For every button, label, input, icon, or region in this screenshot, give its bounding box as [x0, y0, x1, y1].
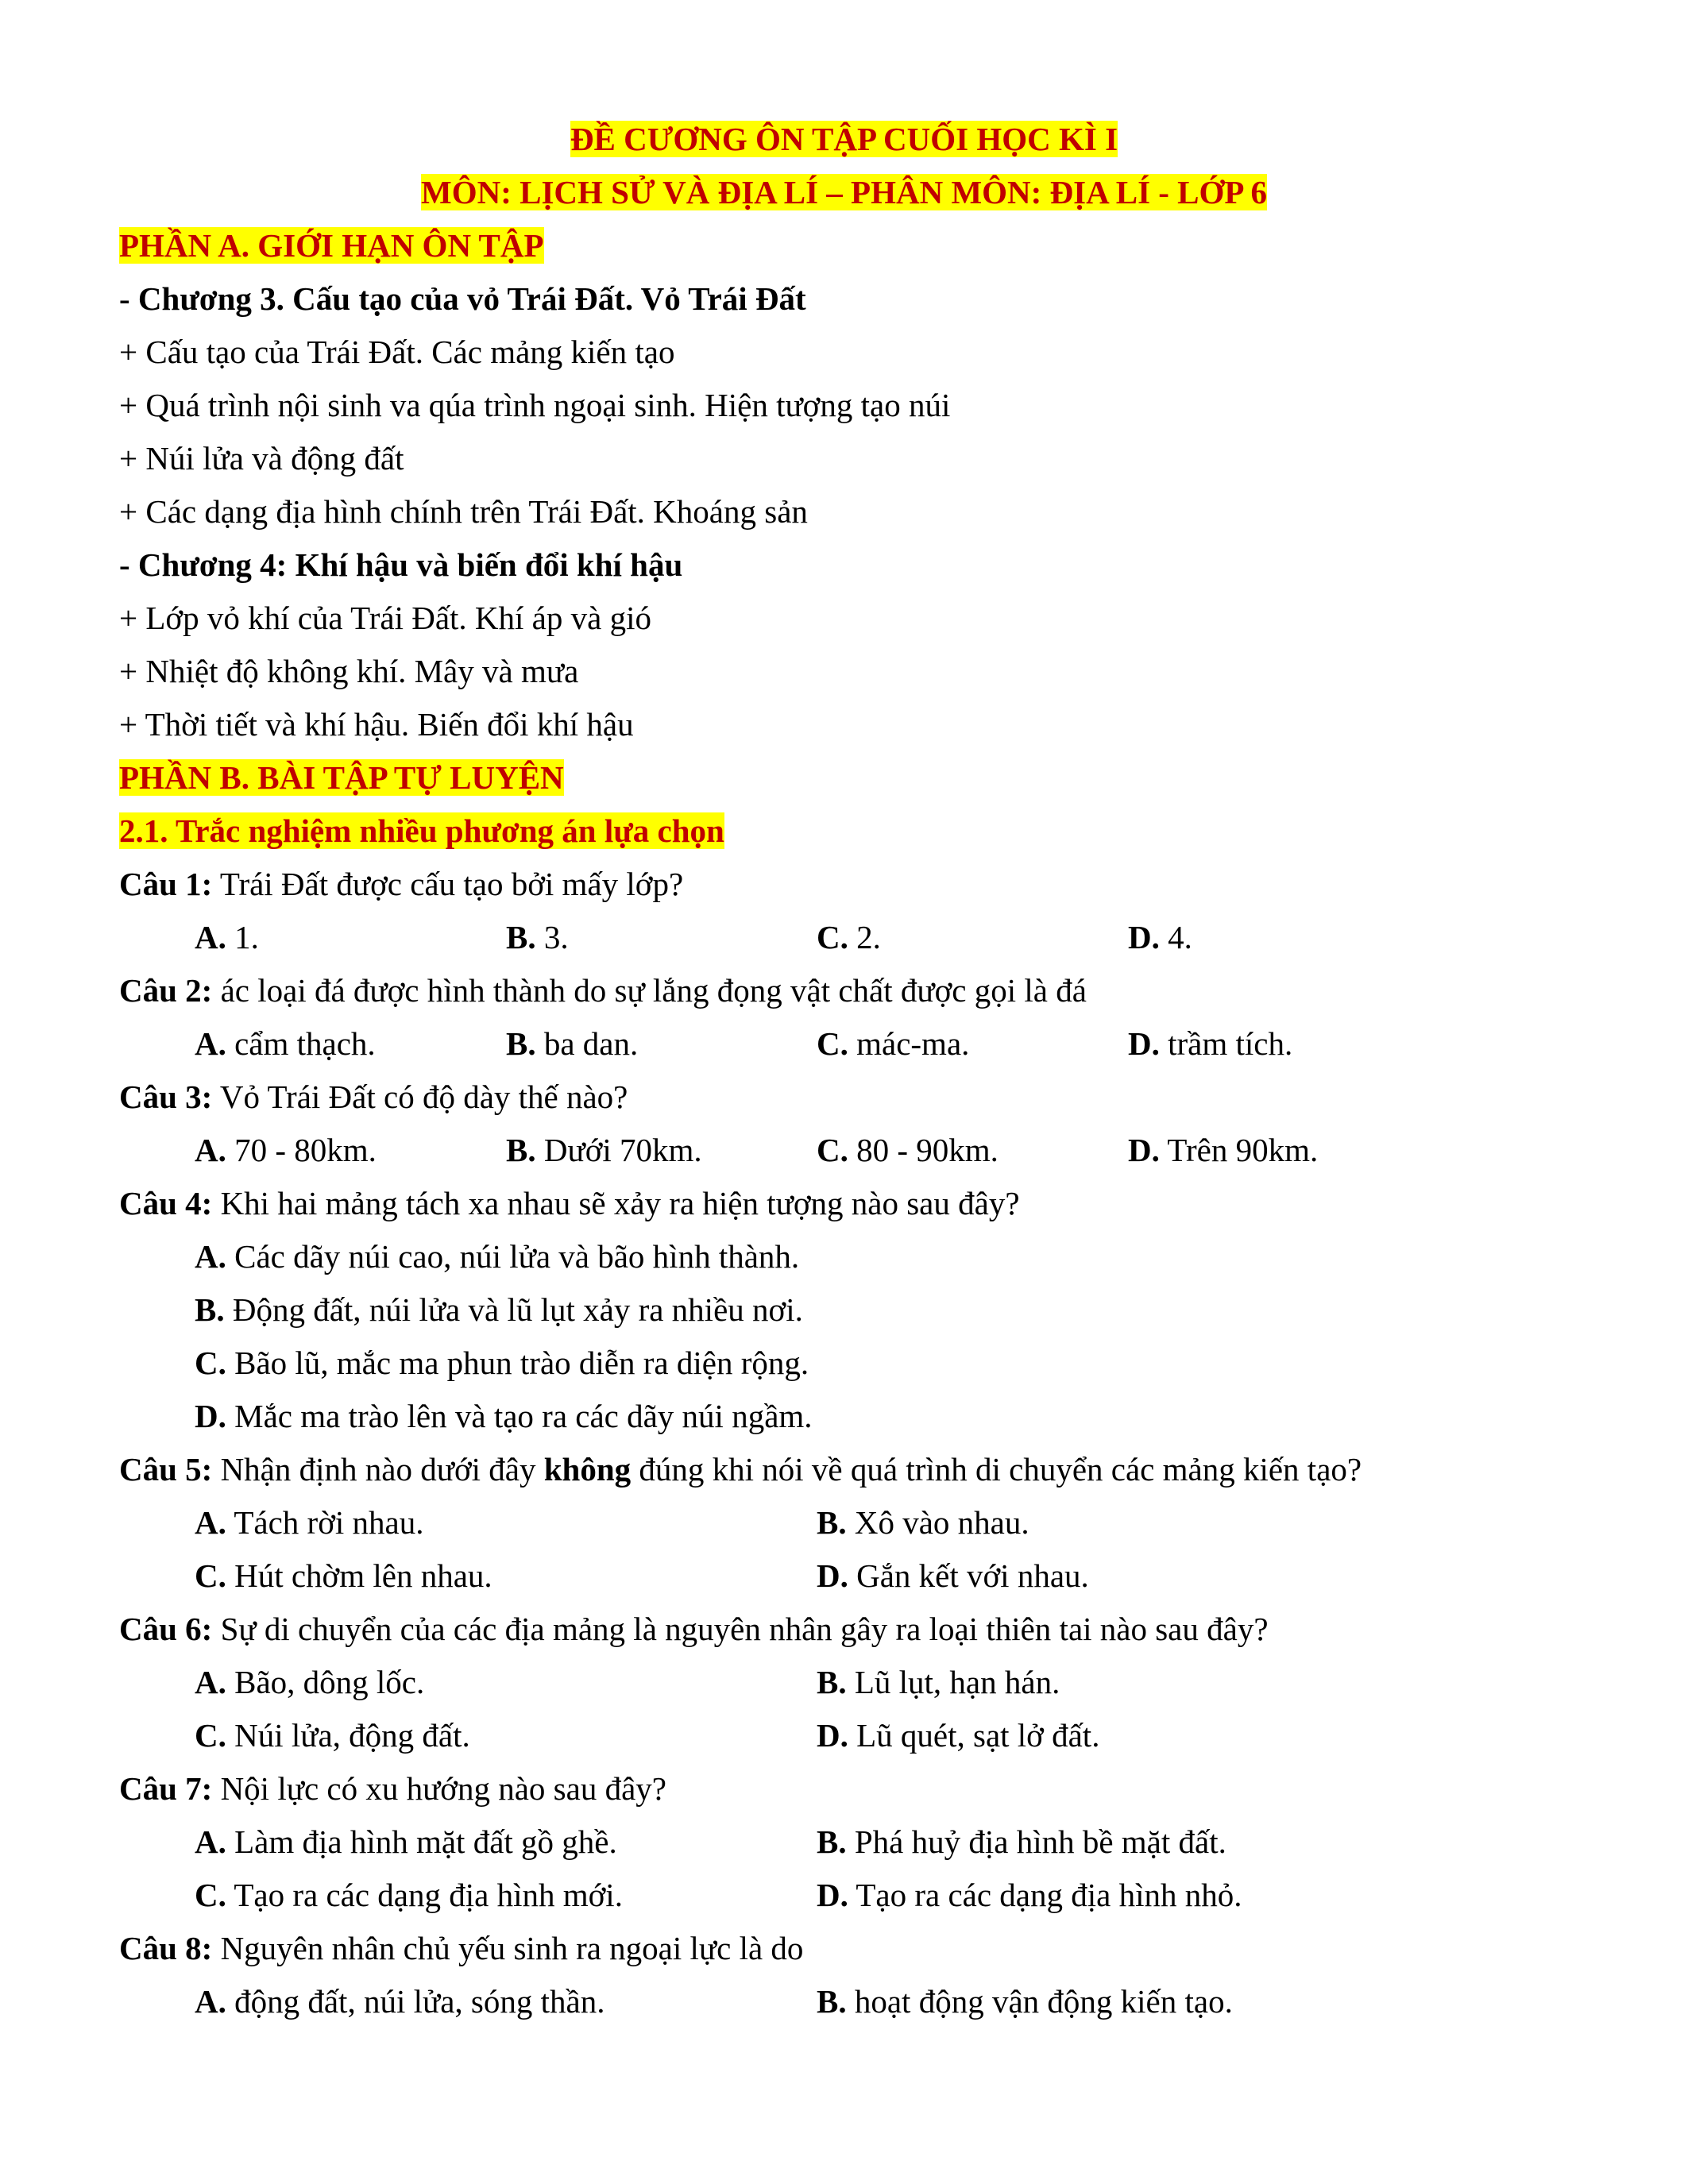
question-text: Khi hai mảng tách xa nhau sẽ xảy ra hiện tượng nào sau đây?	[212, 1185, 1020, 1221]
option-text: 3.	[535, 919, 569, 955]
chapter-4-item: + Nhiệt độ không khí. Mây và mưa	[119, 653, 579, 689]
option-key: B.	[817, 1983, 847, 2020]
section-2-1-heading	[119, 809, 724, 852]
part-a-heading-text: PHẦN A. GIỚI HẠN ÔN TẬP	[119, 227, 544, 264]
option-text: trầm tích.	[1159, 1025, 1293, 1062]
option-key: D.	[195, 1398, 226, 1434]
question-text: Nội lực có xu hướng nào sau đây?	[212, 1770, 666, 1807]
option-text: Bão lũ, mắc ma phun trào diễn ra diện rộng.	[226, 1345, 809, 1381]
option-text: 70 - 80km.	[226, 1132, 377, 1168]
option-key: A.	[195, 1983, 226, 2020]
option-key: A.	[195, 1504, 226, 1541]
option-c	[195, 1554, 492, 1597]
option-key: B.	[506, 1132, 536, 1168]
option-a	[195, 1661, 424, 1704]
option-text: Động đất, núi lửa và lũ lụt xảy ra nhiều nơi.	[224, 1291, 803, 1328]
option-key: C.	[195, 1877, 226, 1913]
subtitle-text: MÔN: LỊCH SỬ VÀ ĐỊA LÍ – PHÂN MÔN: ĐỊA LÍ - LỚP 6	[421, 174, 1267, 210]
option-b	[506, 1129, 702, 1171]
option-text: 80 - 90km.	[848, 1132, 999, 1168]
option-a	[195, 1501, 423, 1544]
option-key: D.	[1128, 1025, 1160, 1062]
document-subtitle	[0, 171, 1688, 214]
question-text: đúng khi nói về quá trình di chuyển các mảng kiến tạo?	[631, 1451, 1362, 1488]
option-a	[195, 1022, 376, 1065]
question-text: Trái Đất được cấu tạo bởi mấy lớp?	[212, 866, 684, 902]
question-text: Vỏ Trái Đất có độ dày thế nào?	[212, 1078, 628, 1115]
question-text: Sự di chuyển của các địa mảng là nguyên nhân gây ra loại thiên tai nào sau đây?	[212, 1611, 1269, 1647]
option-key: C.	[195, 1717, 226, 1754]
option-key: B.	[817, 1664, 847, 1700]
option-key: C.	[817, 919, 848, 955]
option-key: A.	[195, 1238, 226, 1275]
option-b	[817, 1501, 1029, 1544]
chapter-3-item: + Cấu tạo của Trái Đất. Các mảng kiến tạo	[119, 334, 675, 370]
option-c	[195, 1873, 623, 1916]
option-text: 2.	[848, 919, 881, 955]
question-1	[119, 862, 683, 905]
question-label: Câu 2:	[119, 972, 213, 1009]
question-label: Câu 1:	[119, 866, 213, 902]
title-text: ĐỀ CƯƠNG ÔN TẬP CUỐI HỌC KÌ I	[570, 121, 1118, 157]
option-d	[195, 1395, 813, 1437]
part-b-heading	[119, 756, 564, 799]
option-text: ba dan.	[535, 1025, 639, 1062]
option-text: Tách rời nhau.	[226, 1504, 424, 1541]
question-text: ác loại đá được hình thành do sự lắng đọng vật chất được gọi là đá	[212, 972, 1087, 1009]
option-b	[817, 1980, 1233, 2023]
question-label: Câu 4:	[119, 1185, 213, 1221]
option-d	[817, 1714, 1099, 1757]
option-b	[817, 1661, 1060, 1704]
option-b	[506, 916, 569, 959]
option-text: 4.	[1159, 919, 1192, 955]
option-a	[195, 1235, 799, 1278]
option-text: Trên 90km.	[1159, 1132, 1319, 1168]
chapter-4-item: + Thời tiết và khí hậu. Biến đổi khí hậu	[119, 706, 634, 743]
option-key: C.	[817, 1025, 848, 1062]
chapter-4-item: + Lớp vỏ khí của Trái Đất. Khí áp và gió	[119, 600, 651, 636]
chapter-4-heading: - Chương 4: Khí hậu và biến đổi khí hậu	[119, 546, 683, 583]
option-key: B.	[817, 1823, 847, 1860]
option-d	[817, 1873, 1242, 1916]
option-text: Phá huỷ địa hình bề mặt đất.	[846, 1823, 1226, 1860]
option-key: B.	[506, 1025, 536, 1062]
option-key: C.	[817, 1132, 848, 1168]
part-b-heading-text: PHẦN B. BÀI TẬP TỰ LUYỆN	[119, 759, 564, 796]
question-label: Câu 6:	[119, 1611, 213, 1647]
option-key: A.	[195, 1664, 226, 1700]
option-text: hoạt động vận động kiến tạo.	[846, 1983, 1233, 2020]
option-text: Gắn kết với nhau.	[848, 1557, 1089, 1594]
option-key: A.	[195, 1025, 226, 1062]
option-d	[1128, 1129, 1318, 1171]
option-key: D.	[817, 1717, 848, 1754]
option-key: A.	[195, 1132, 226, 1168]
option-key: A.	[195, 919, 226, 955]
chapter-3-heading: - Chương 3. Cấu tạo của vỏ Trái Đất. Vỏ Trái Đất	[119, 280, 806, 317]
question-text: Nhận định nào dưới đây	[212, 1451, 544, 1488]
option-key: D.	[817, 1877, 848, 1913]
option-a	[195, 916, 259, 959]
option-key: D.	[1128, 1132, 1160, 1168]
option-d	[1128, 1022, 1292, 1065]
option-text: Tạo ra các dạng địa hình nhỏ.	[848, 1877, 1242, 1913]
option-text: Làm địa hình mặt đất gồ ghề.	[226, 1823, 617, 1860]
option-c	[817, 916, 881, 959]
part-a-heading	[119, 224, 544, 267]
document-title	[0, 118, 1688, 160]
question-label: Câu 8:	[119, 1930, 213, 1966]
question-6	[119, 1607, 1269, 1650]
option-d	[1128, 916, 1192, 959]
option-key: C.	[195, 1345, 226, 1381]
question-label: Câu 7:	[119, 1770, 213, 1807]
option-key: B.	[195, 1291, 225, 1328]
option-a	[195, 1980, 605, 2023]
chapter-3-item: + Núi lửa và động đất	[119, 440, 404, 477]
option-a	[195, 1129, 377, 1171]
question-2	[119, 969, 1087, 1012]
option-text: cẩm thạch.	[226, 1025, 376, 1062]
option-text: Tạo ra các dạng địa hình mới.	[226, 1877, 623, 1913]
option-key: B.	[817, 1504, 847, 1541]
question-7	[119, 1767, 666, 1810]
option-text: mác-ma.	[848, 1025, 970, 1062]
option-text: Bão, dông lốc.	[226, 1664, 425, 1700]
option-text: Dưới 70km.	[535, 1132, 702, 1168]
option-key: D.	[1128, 919, 1160, 955]
option-a	[195, 1820, 617, 1863]
question-3	[119, 1075, 628, 1118]
question-label: Câu 5:	[119, 1451, 213, 1488]
question-text: Nguyên nhân chủ yếu sinh ra ngoại lực là do	[212, 1930, 804, 1966]
question-5	[119, 1448, 1362, 1491]
option-key: D.	[817, 1557, 848, 1594]
chapter-3-item: + Các dạng địa hình chính trên Trái Đất. Khoáng sản	[119, 493, 808, 530]
option-text: Lũ lụt, hạn hán.	[846, 1664, 1060, 1700]
option-text: 1.	[226, 919, 259, 955]
option-text: động đất, núi lửa, sóng thần.	[226, 1983, 605, 2020]
option-text: Lũ quét, sạt lở đất.	[848, 1717, 1100, 1754]
option-text: Các dãy núi cao, núi lửa và bão hình thành.	[226, 1238, 800, 1275]
question-8	[119, 1927, 803, 1970]
option-c	[817, 1129, 999, 1171]
option-c	[195, 1714, 470, 1757]
option-key: B.	[506, 919, 536, 955]
option-text: Hút chờm lên nhau.	[226, 1557, 492, 1594]
question-label: Câu 3:	[119, 1078, 213, 1115]
option-text: Núi lửa, động đất.	[226, 1717, 470, 1754]
option-text: Mắc ma trào lên và tạo ra các dãy núi ngầm.	[226, 1398, 813, 1434]
option-text: Xô vào nhau.	[846, 1504, 1029, 1541]
option-b	[817, 1820, 1226, 1863]
option-d	[817, 1554, 1089, 1597]
question-4	[119, 1182, 1020, 1225]
option-key: C.	[195, 1557, 226, 1594]
option-b	[195, 1288, 803, 1331]
option-c	[195, 1341, 809, 1384]
option-c	[817, 1022, 969, 1065]
option-b	[506, 1022, 638, 1065]
section-2-1-text: 2.1. Trắc nghiệm nhiều phương án lựa chọn	[119, 812, 724, 849]
chapter-3-item: + Quá trình nội sinh va qúa trình ngoại sinh. Hiện tượng tạo núi	[119, 387, 951, 423]
option-key: A.	[195, 1823, 226, 1860]
question-emphasis: không	[543, 1451, 632, 1488]
